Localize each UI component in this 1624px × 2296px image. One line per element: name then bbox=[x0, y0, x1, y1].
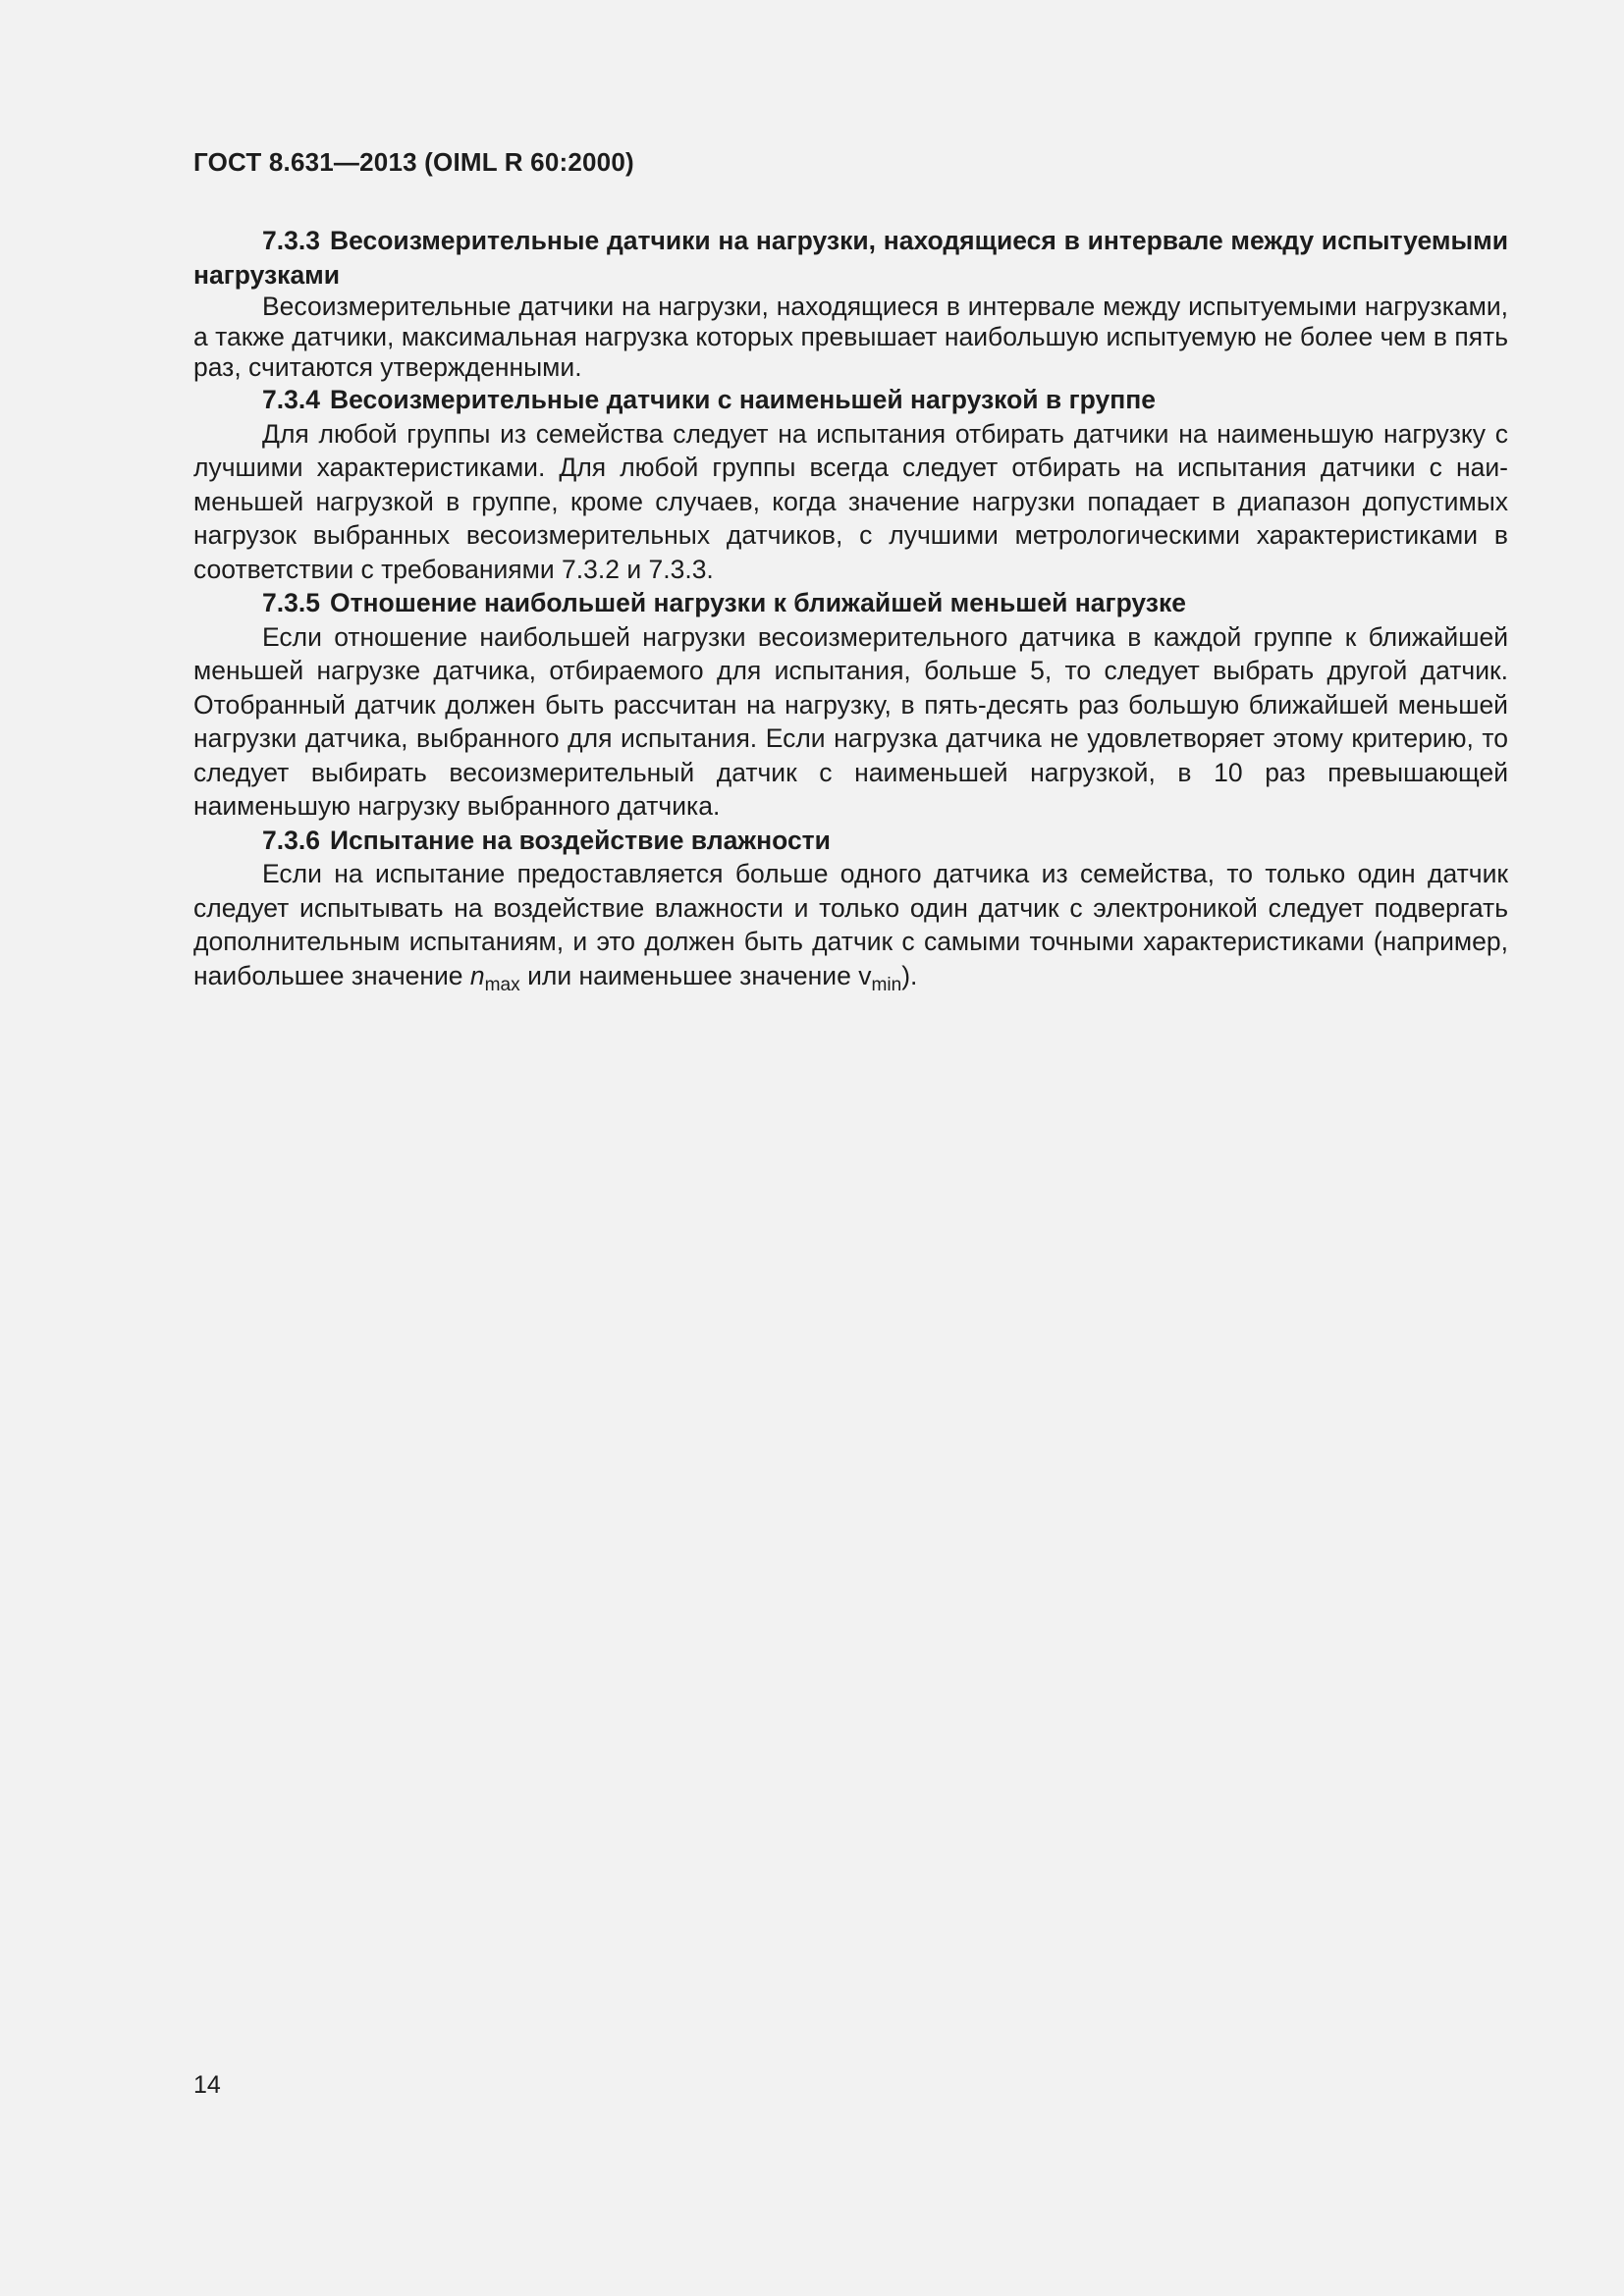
section-title: Весоизмерительные датчики на нагрузки, находящиеся в интервале между испытуемыми нагрузками bbox=[193, 226, 1508, 290]
section-number: 7.3.5 bbox=[262, 588, 320, 617]
page-number: 14 bbox=[193, 2071, 221, 2099]
section-heading-7-3-4 bbox=[193, 383, 1508, 417]
subscript-max: max bbox=[484, 974, 520, 995]
section-number: 7.3.4 bbox=[262, 385, 320, 414]
section-title: Испытание на воздействие влажности bbox=[329, 825, 831, 855]
section-heading-7-3-3 bbox=[193, 224, 1508, 292]
subscript-min: min bbox=[871, 974, 902, 995]
section-heading-7-3-6 bbox=[193, 824, 1508, 858]
page-header: ГОСТ 8.631—2013 (OIML R 60:2000) bbox=[193, 147, 634, 177]
section-heading-7-3-5 bbox=[193, 586, 1508, 620]
variable-v: v bbox=[858, 960, 872, 990]
body-text: ). bbox=[901, 960, 918, 990]
section-number: 7.3.3 bbox=[262, 226, 320, 255]
section-body-7-3-3: Весоизмерительные датчики на нагрузки, находящиеся в интервале между испытуемыми нагрузками, а также датчики, максимальная нагрузка которых превышает наибольшую испытуемую не более чем в пять раз, считаются утвержденными. bbox=[193, 292, 1508, 382]
body-text: или наименьшее значение bbox=[519, 960, 859, 990]
section-title: Весоизмерительные датчики с наименьшей нагрузкой в группе bbox=[329, 385, 1156, 414]
section-title: Отношение наибольшей нагрузки к ближайшей меньшей нагрузке bbox=[329, 588, 1186, 617]
section-body-7-3-6 bbox=[193, 857, 1508, 995]
section-number: 7.3.6 bbox=[262, 825, 320, 855]
section-body-7-3-5: Если отношение наибольшей нагрузки весоизмерительного датчика в каждой группе к ближайшей меньшей нагрузке датчика, отбираемого для испытания, больше 5, то следует выбрать другой датчик. Отобранный датчик должен быть рассчитан на нагрузку, в пять-десять раз большую ближайшей меньшей нагрузки датчика, выбранного для испытания. Если нагрузка датчика не удовлетворяет этому критерию, то следует выбирать весоизмерительный датчик с наименьшей нагрузкой, в 10 раз превышающей наименьшую нагрузку выбранного датчика. bbox=[193, 621, 1508, 821]
body-text: Если на испытание предоставляется больше одного датчика из семейства, то только один датчик следует испытывать на воздействие влажности и только один датчик с электроникой следует подвергать дополнительным испытаниям, и это должен быть датчик с самыми точными характеристиками (например, наибольшее значение bbox=[193, 859, 1508, 990]
document-body bbox=[193, 224, 1508, 995]
variable-n: n bbox=[469, 960, 485, 990]
section-body-7-3-4: Для любой группы из семейства следует на испытания отбирать датчики на наименьшую нагрузку с лучшими характеристиками. Для любой группы всегда следует отбирать на испытания датчики с наименьшей нагрузкой в группе, кроме случаев, когда значение нагрузки попадает в диапазон допустимых нагрузок выбранных весоизмерительных датчиков, с лучшими метрологическими характеристиками в соответствии с требованиями 7.3.2 и 7.3.3. bbox=[193, 418, 1508, 584]
